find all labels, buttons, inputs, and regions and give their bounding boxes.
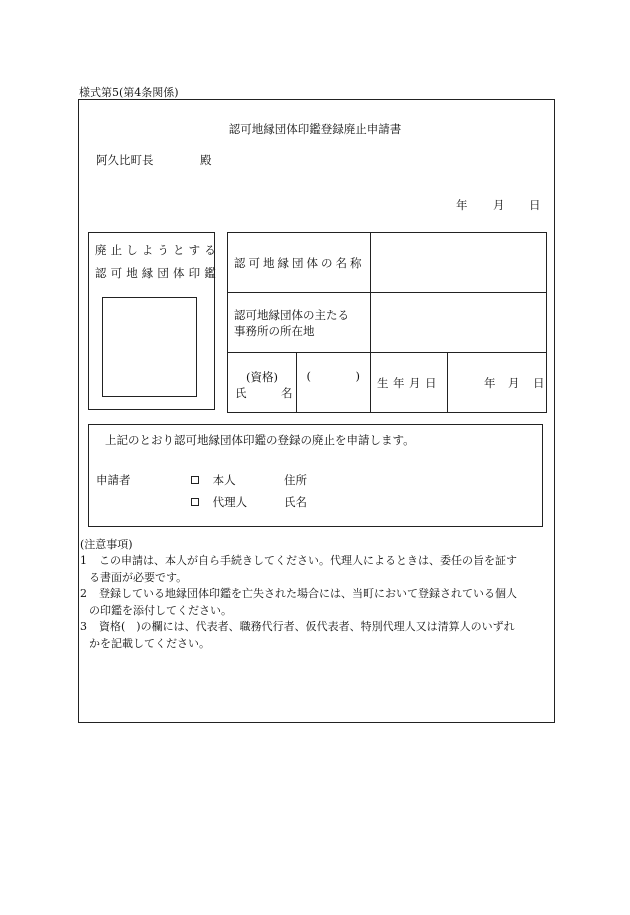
org-name-label-cell xyxy=(228,233,371,293)
name-label: 氏名 xyxy=(284,495,307,509)
date-day-label: 日 xyxy=(529,198,541,212)
birthdate-label-cell xyxy=(371,353,448,413)
qualification-label: (資格) xyxy=(246,370,278,384)
note-line: かを記載してください。 xyxy=(89,636,210,650)
organization-info-table xyxy=(227,232,547,413)
birth-year-label: 年 xyxy=(484,376,496,390)
office-label-line2: 事務所の所在地 xyxy=(234,323,315,338)
note-number: 3 xyxy=(80,620,87,633)
name-label-mei: 名 xyxy=(281,386,293,400)
note-number: 2 xyxy=(80,587,87,600)
qualification-paren-close: ) xyxy=(355,369,360,383)
note-line: 登録している地縁団体印鑑を亡失された場合には、当町において登録されている個人 xyxy=(99,587,517,600)
address-label: 住所 xyxy=(284,473,307,487)
birth-month-label: 月 xyxy=(508,376,520,390)
note-line: の印鑑を添付してください。 xyxy=(89,603,232,617)
date-month-label: 月 xyxy=(493,198,505,212)
note-number: 1 xyxy=(80,554,87,567)
honorific: 殿 xyxy=(200,153,212,167)
notes-heading: (注意事項) xyxy=(80,538,133,551)
date-year-label: 年 xyxy=(456,198,468,212)
name-label-shi: 氏 xyxy=(235,386,247,400)
note-item-1 xyxy=(80,553,550,586)
form-number-label: 様式第5(第4条関係) xyxy=(79,86,179,99)
office-address-field[interactable] xyxy=(371,293,547,353)
note-item-3 xyxy=(80,619,550,652)
note-line: る書面が必要です。 xyxy=(89,570,188,584)
applicant-label: 申請者 xyxy=(96,473,131,487)
option-agent-label: 代理人 xyxy=(212,495,248,509)
note-item-2 xyxy=(80,586,550,619)
birthdate-field[interactable] xyxy=(448,353,547,413)
option-self-label: 本人 xyxy=(212,473,236,487)
statement-text: 上記のとおり認可地縁団体印鑑の登録の廃止を申請します。 xyxy=(105,433,415,447)
org-name-field[interactable] xyxy=(371,233,547,293)
qualification-paren-open: ( xyxy=(306,369,311,383)
option-agent[interactable] xyxy=(191,494,247,510)
seal-label-line2: 認可地縁団体印鑑 xyxy=(95,266,220,280)
name-label-cell xyxy=(228,353,297,413)
self-checkbox[interactable] xyxy=(191,476,199,484)
seal-label-line1: 廃止しようとする xyxy=(95,243,220,257)
office-label-line1: 認可地縁団体の主たる xyxy=(234,307,349,322)
note-line: この申請は、本人が自ら手続きしてください。代理人によるときは、委任の旨を証す xyxy=(99,554,517,567)
birthdate-label: 生年月日 xyxy=(377,375,441,390)
addressee: 阿久比町長 xyxy=(96,153,154,167)
form-title: 認可地縁団体印鑑登録廃止申請書 xyxy=(228,122,402,136)
birth-day-label: 日 xyxy=(533,376,545,390)
office-label-cell xyxy=(228,293,371,353)
qualification-name-field[interactable] xyxy=(297,353,371,413)
seal-impression-area[interactable] xyxy=(102,297,197,397)
note-line: 資格( )の欄には、代表者、職務代行者、仮代表者、特別代理人又は清算人のいずれ xyxy=(99,620,515,633)
org-name-label: 認可地縁団体の名称 xyxy=(234,255,365,270)
option-self[interactable] xyxy=(191,472,236,488)
agent-checkbox[interactable] xyxy=(191,498,199,506)
